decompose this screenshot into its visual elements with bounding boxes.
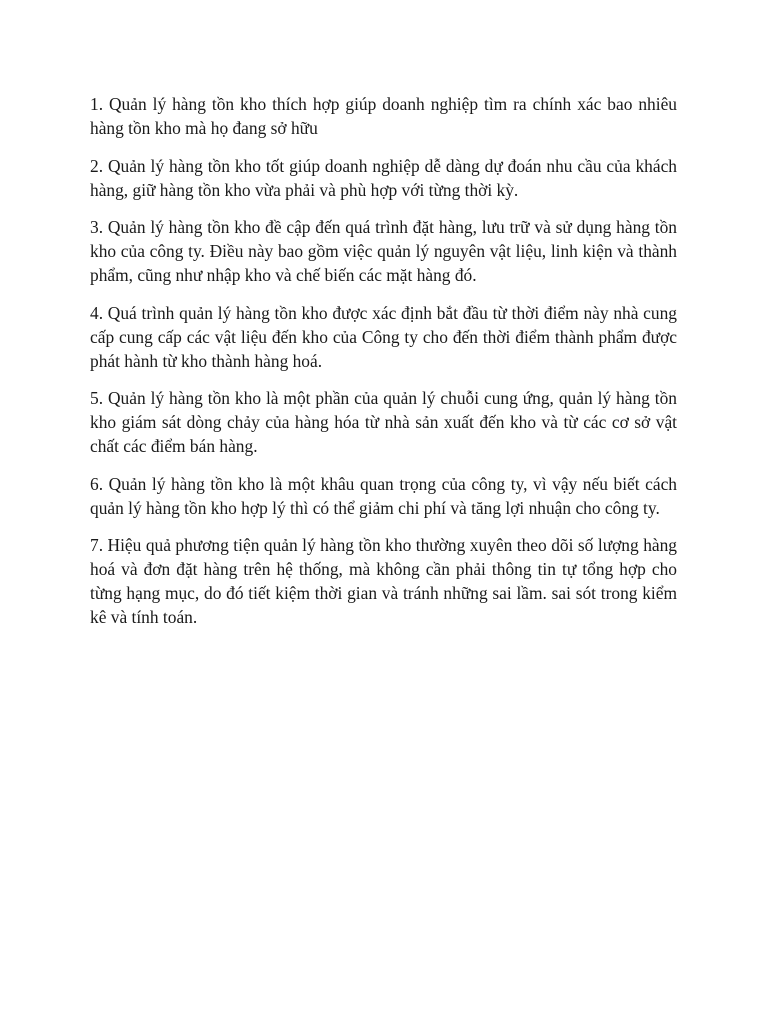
paragraph-1: 1. Quản lý hàng tồn kho thích hợp giúp doanh nghiệp tìm ra chính xác bao nhiêu hàng tồn kho mà họ đang sở hữu [90,94,677,138]
document-body [90,92,677,643]
paragraph-2: 2. Quản lý hàng tồn kho tốt giúp doanh nghiệp dễ dàng dự đoán nhu cầu của khách hàng, giữ hàng tồn kho vừa phải và phù hợp với từng thời kỳ. [90,155,677,200]
paragraph-5: 5. Quản lý hàng tồn kho là một phần của quản lý chuỗi cung ứng, quản lý hàng tồn kho giám sát dòng chảy của hàng hóa từ nhà sản xuất đến kho và từ các cơ sở vật chất các điểm bán hàng. [90,388,677,456]
paragraph-7: 7. Hiệu quả phương tiện quản lý hàng tồn kho thường xuyên theo dõi số lượng hàng hoá và đơn đặt hàng trên hệ thống, mà không cần phải thông tin tự tổng hợp cho từng hạng mục, do đó tiết kiệm thời gian và tránh những sai lầm. sai sót trong kiểm kê và tính toán. [90,535,677,627]
paragraph-3: 3. Quản lý hàng tồn kho đề cập đến quá trình đặt hàng, lưu trữ và sử dụng hàng tồn kho của công ty. Điều này bao gồm việc quản lý nguyên vật liệu, linh kiện và thành phẩm, cũng như nhập kho và chế biến các mặt hàng đó. [90,217,677,285]
paragraph-6: 6. Quản lý hàng tồn kho là một khâu quan trọng của công ty, vì vậy nếu biết cách quản lý hàng tồn kho hợp lý thì có thể giảm chi phí và tăng lợi nhuận cho công ty. [90,473,677,518]
paragraph-4: 4. Quá trình quản lý hàng tồn kho được xác định bắt đầu từ thời điểm này nhà cung cấp cung cấp các vật liệu đến kho của Công ty cho đến thời điểm thành phẩm được phát hành từ kho thành hàng hoá. [90,302,677,371]
